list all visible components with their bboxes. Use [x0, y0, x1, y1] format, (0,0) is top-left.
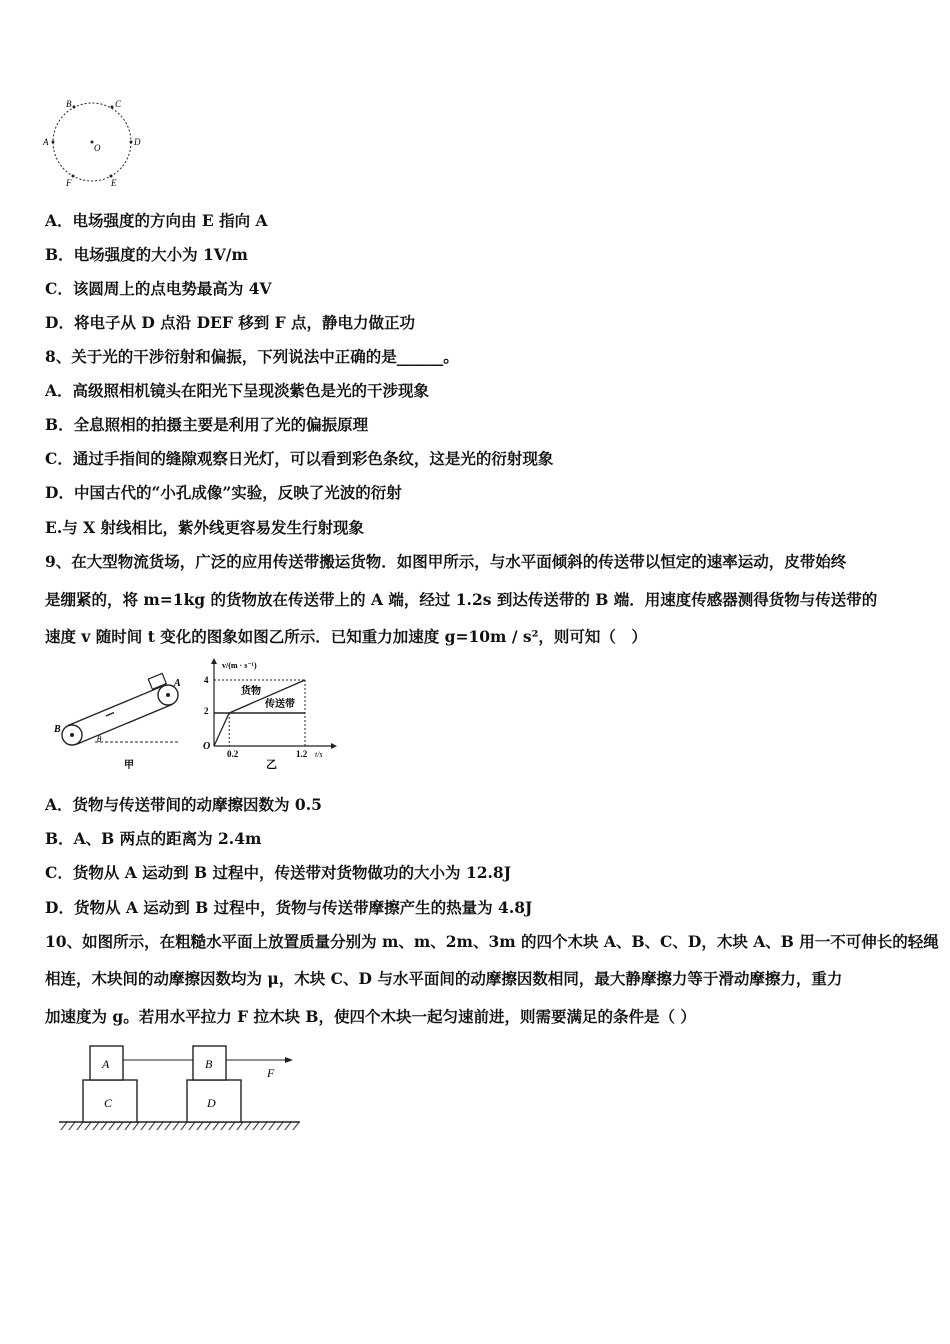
velocity-time-graph: [195, 656, 345, 772]
point-a-label: A: [43, 137, 49, 147]
origin-label: O: [203, 741, 211, 752]
graph-ylabel: v/(m · s⁻¹): [222, 661, 257, 670]
force-f-label: F: [267, 1066, 275, 1080]
point-b-label: B: [66, 99, 72, 109]
q9-option-b: B．A、B 两点的距离为 2.4m: [45, 829, 262, 848]
q9-stem-line-3: 速度 v 随时间 t 变化的图象如图乙所示．已知重力加速度 g=10m / s²，则可知（ ）: [45, 627, 647, 646]
point-f-dot: [72, 175, 75, 178]
conveyor-belt-figure: [50, 672, 190, 772]
point-a-dot: [52, 141, 55, 144]
block-b-label: B: [205, 1057, 213, 1071]
q7-option-b: B．电场强度的大小为 1V/m: [45, 245, 248, 264]
angle-theta-label: θ: [97, 734, 102, 744]
q8-option-a: A．高级照相机镜头在阳光下呈现淡紫色是光的干涉现象: [45, 381, 430, 400]
point-c-dot: [111, 106, 114, 109]
block-a-label: A: [102, 1057, 110, 1071]
graph-xlabel: t/s: [315, 750, 323, 759]
point-d-label: D: [134, 137, 141, 147]
q8-option-b: B．全息照相的拍摄主要是利用了光的偏振原理: [45, 415, 369, 434]
belt-label-b: B: [54, 724, 61, 735]
q9-option-a: A．货物与传送带间的动摩擦因数为 0.5: [45, 795, 322, 814]
q10-stem-line-1: 10、如图所示，在粗糙水平面上放置质量分别为 m、m、2m、3m 的四个木块 A、B、C、D，木块 A、B 用一不可伸长的轻绳: [45, 932, 939, 951]
cargo-box: [148, 673, 166, 689]
blocks-figure: [55, 1040, 305, 1135]
belt-label-a: A: [174, 678, 181, 689]
q10-stem-line-2: 相连，木块间的动摩擦因数均为 μ，木块 C、D 与水平面间的动摩擦因数相同，最大静摩擦力等于滑动摩擦力，重力: [45, 969, 843, 988]
q8-stem: 8、关于光的干涉衍射和偏振，下列说法中正确的是______。: [45, 347, 459, 366]
label-belt: 传送带: [265, 699, 295, 710]
q7-option-a: A．电场强度的方向由 E 指向 A: [45, 211, 268, 230]
figure-yi-caption: 乙: [266, 759, 277, 771]
q9-stem-line-1: 9、在大型物流货场，广泛的应用传送带搬运货物．如图甲所示，与水平面倾斜的传送带以恒定的速率运动，皮带始终: [45, 552, 847, 571]
point-b-dot: [73, 106, 76, 109]
q7-option-c: C．该圆周上的点电势最高为 4V: [45, 279, 272, 298]
block-c-label: C: [104, 1096, 113, 1110]
label-cargo: 货物: [241, 686, 261, 697]
point-e-label: E: [111, 178, 117, 188]
circle-figure: [40, 96, 150, 190]
point-o-label: O: [94, 143, 101, 153]
y-tick-4: 4: [204, 675, 209, 685]
point-f-label: F: [66, 178, 72, 188]
q8-option-d: D．中国古代的“小孔成像”实验，反映了光波的衍射: [45, 483, 402, 502]
q8-option-e: E.与 X 射线相比，紫外线更容易发生行射现象: [45, 518, 365, 537]
y-tick-2: 2: [204, 706, 209, 716]
figure-jia-caption: 甲: [124, 760, 134, 771]
ground-surface: [59, 1122, 300, 1130]
point-d-dot: [130, 141, 133, 144]
block-d-label: D: [207, 1096, 216, 1110]
q9-stem-line-2: 是绷紧的，将 m=1kg 的货物放在传送带上的 A 端，经过 1.2s 到达传送带的 B 端．用速度传感器测得货物与传送带的: [45, 590, 878, 609]
x-tick-1-2: 1.2: [296, 749, 308, 759]
q9-option-c: C．货物从 A 运动到 B 过程中，传送带对货物做功的大小为 12.8J: [45, 863, 512, 882]
q8-option-c: C．通过手指间的缝隙观察日光灯，可以看到彩色条纹，这是光的衍射现象: [45, 449, 554, 468]
q7-option-d: D．将电子从 D 点沿 DEF 移到 F 点，静电力做正功: [45, 313, 416, 332]
q9-option-d: D．货物从 A 运动到 B 过程中，货物与传送带摩擦产生的热量为 4.8J: [45, 898, 533, 917]
point-c-label: C: [115, 99, 122, 109]
x-tick-0-2: 0.2: [227, 749, 239, 759]
q10-stem-line-3: 加速度为 g。若用水平拉力 F 拉木块 B，使四个木块一起匀速前进，则需要满足的条件是（ ）: [45, 1007, 696, 1026]
